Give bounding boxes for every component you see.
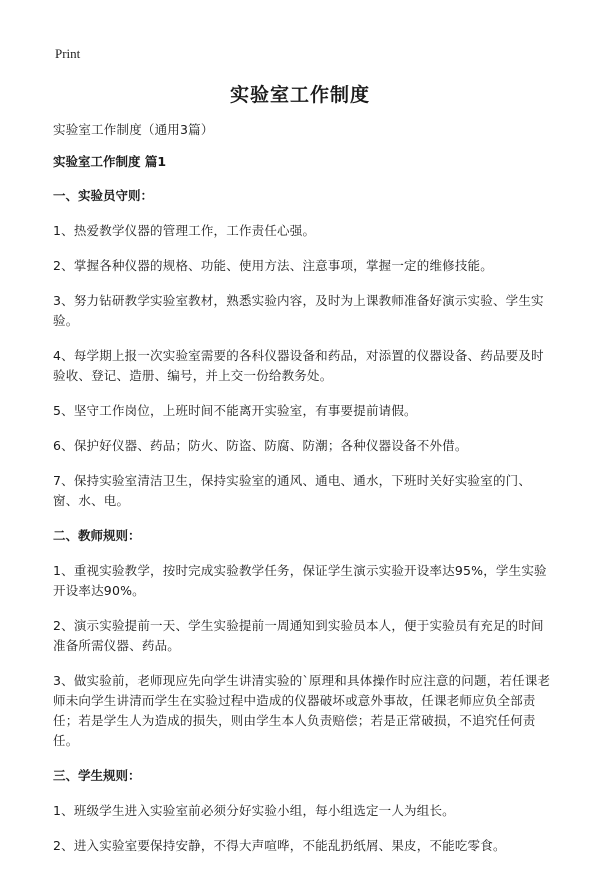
list-item: 6、保护好仪器、药品；防火、防盗、防腐、防潮；各种仪器设备不外借。	[53, 438, 468, 453]
document-subtitle: 实验室工作制度（通用3篇）	[53, 122, 214, 137]
list-item: 4、每学期上报一次实验室需要的各科仪器设备和药品，对添置的仪器设备、药品要及时验收、登记、造册、编号，并上交一份给教务处。	[53, 348, 544, 383]
list-item: 2、掌握各种仪器的规格、功能、使用方法、注意事项，掌握一定的维修技能。	[53, 258, 493, 273]
list-item: 2、演示实验提前一天、学生实验提前一周通知到实验员本人，便于实验员有充足的时间准备所需仪器、药品。	[53, 618, 544, 653]
list-item: 1、热爱教学仪器的管理工作，工作责任心强。	[53, 223, 316, 238]
document-title: 实验室工作制度	[229, 84, 370, 106]
list-item: 1、班级学生进入实验室前必须分好实验小组，每小组选定一人为组长。	[53, 803, 455, 818]
list-item: 5、坚守工作岗位，上班时间不能离开实验室，有事要提前请假。	[53, 403, 417, 418]
list-item: 2、进入实验室要保持安静，不得大声喧哗，不能乱扔纸屑、果皮，不能吃零食。	[53, 838, 506, 853]
list-item: 7、保持实验室清洁卫生，保持实验室的通风、通电、通水，下班时关好实验室的门、窗、水、电。	[53, 473, 532, 508]
section-heading-rules-lab-staff: 一、实验员守则：	[53, 188, 154, 203]
list-item: 1、重视实验教学，按时完成实验教学任务，保证学生演示实验开设率达95%，学生实验开设率达90%。	[53, 563, 547, 598]
document-body	[53, 120, 553, 871]
piece-heading: 实验室工作制度 篇1	[53, 154, 167, 169]
section-heading-rules-teachers: 二、教师规则：	[53, 528, 141, 543]
print-link[interactable]: Print	[55, 46, 81, 61]
list-item: 3、做实验前，老师现应先向学生讲清实验的`原理和具体操作时应注意的问题，若任课老师未向学生讲清而学生在实验过程中造成的仪器破坏或意外事故，任课老师应负全部责任；若是学生人为造成的损失，则由学生本人负责赔偿；若是正常破损，不追究任何责任。	[53, 673, 551, 748]
list-item: 3、努力钻研教学实验室教材，熟悉实验内容，及时为上课教师准备好演示实验、学生实验。	[53, 293, 544, 328]
section-heading-rules-students: 三、学生规则：	[53, 768, 141, 783]
